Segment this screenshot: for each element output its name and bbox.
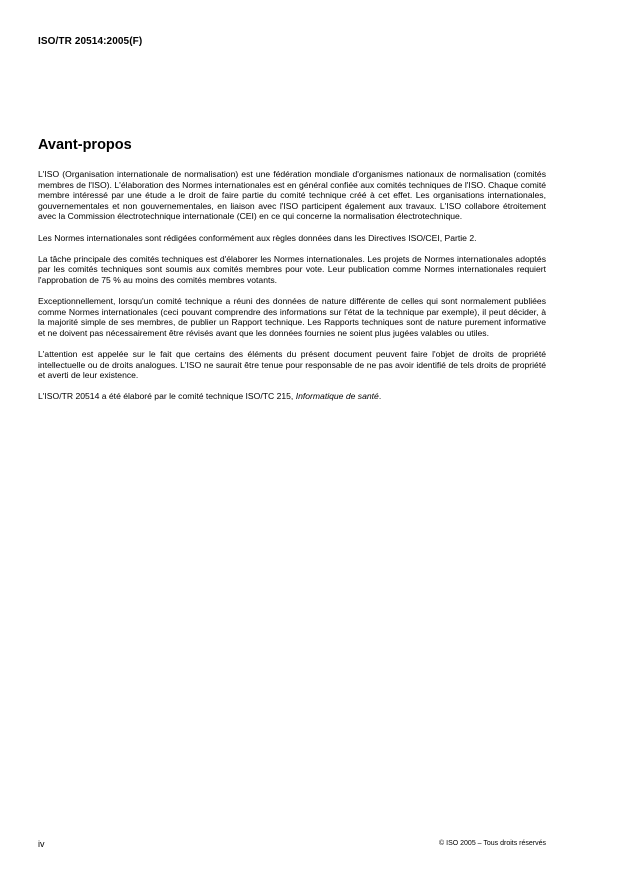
- copyright-notice: © ISO 2005 – Tous droits réservés: [439, 840, 546, 847]
- prepared-by-end: .: [378, 391, 382, 402]
- document-reference: ISO/TR 20514:2005(F): [38, 36, 143, 47]
- paragraph-technical-committees: La tâche principale des comités techniques est d'élaborer les Normes internationales. Les projets de Normes internationales adoptés par les comités techniques sont soumis aux comités membres pour vote. Leur publication comme Normes internationales requiert l'approbation de 75 % au moins des comités membres votants.: [38, 253, 546, 285]
- page-number: iv: [38, 839, 45, 849]
- paragraph-prepared-by: [38, 391, 546, 402]
- paragraph-directives: Les Normes internationales sont rédigées conformément aux règles données dans les Directives ISO/CEI, Partie 2.: [38, 232, 477, 243]
- body-text: [38, 169, 546, 413]
- committee-title: Informatique de santé: [295, 391, 379, 402]
- paragraph-technical-reports: Exceptionnellement, lorsqu'un comité technique a réuni des données de nature différente de celles qui sont normalement publiées comme Normes internationales (ceci pouvant comprendre des informations sur l'état de la technique par exemple), il peut décider, à la majorité simple de ses membres, de publier un Rapport technique. Les Rapports techniques sont de nature purement informative et ne doivent pas nécessairement être révisés avant que les données fournies ne soient plus jugées valables ou utiles.: [38, 296, 546, 338]
- prepared-by-text: L'ISO/TR 20514 a été élaboré par le comité technique ISO/TC 215,: [38, 391, 296, 402]
- paragraph-patent-rights: L'attention est appelée sur le fait que certains des éléments du présent document peuvent faire l'objet de droits de propriété intellectuelle ou de droits analogues. L'ISO ne saurait être tenue pour responsable de ne pas avoir identifié de tels droits de propriété et averti de leur existence.: [38, 349, 546, 381]
- section-title: Avant-propos: [38, 137, 132, 153]
- paragraph-iso-organisation: L'ISO (Organisation internationale de normalisation) est une fédération mondiale d'organismes nationaux de normalisation (comités membres de l'ISO). L'élaboration des Normes internationales est en général confiée aux comités techniques de l'ISO. Chaque comité membre intéressé par une étude a le droit de faire partie du comité technique créé à cet effet. Les organisations internationales, gouvernementales et non gouvernementales, en liaison avec l'ISO participent également aux travaux. L'ISO collabore étroitement avec la Commission électrotechnique internationale (CEI) en ce qui concerne la normalisation électrotechnique.: [38, 169, 546, 222]
